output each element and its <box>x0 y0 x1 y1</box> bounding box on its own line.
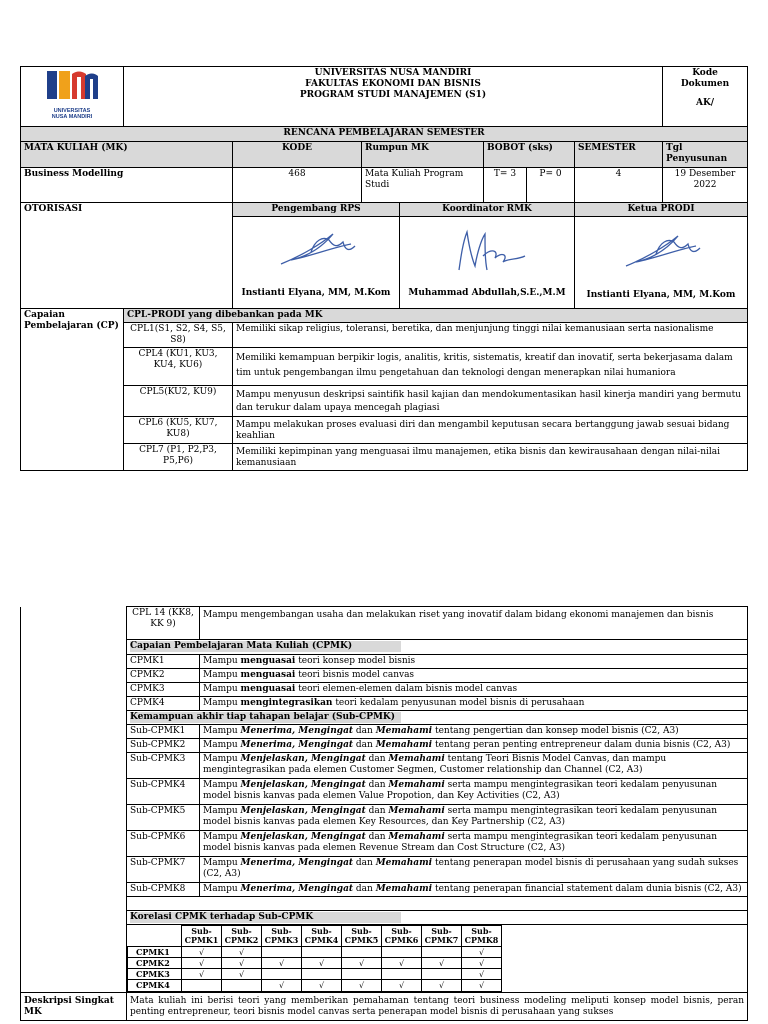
deskripsi-text: Mata kuliah ini berisi teori yang memberikan pemahaman tentang teori business modeling meliputi konsep model bisnis, peran penting entrepreneur, teori bisnis model canvas serta penerapan model bisnis di perusahaan yang sukses <box>127 993 748 1021</box>
cpl-row <box>21 386 748 417</box>
cpmk-code: CPMK3 <box>127 683 200 697</box>
korelasi-column-header: Sub-CPMK5 <box>342 926 382 947</box>
korelasi-cell: √ <box>382 980 422 992</box>
course-bobot-p: P= 0 <box>527 168 575 203</box>
korelasi-row <box>128 969 502 980</box>
university-heading <box>124 67 663 127</box>
ketua-signature-cell <box>575 217 748 309</box>
korelasi-column-header: Sub-CPMK2 <box>222 926 262 947</box>
korelasi-column-header: Sub-CPMK4 <box>302 926 342 947</box>
cpmk-text: Mampu menguasai teori elemen-elemen dalam bisnis model canvas <box>200 683 748 697</box>
cpl-text: Memiliki kepimpinan yang menguasai ilmu manajemen, etika bisnis dan kewirausahaan dengan nilai-nilai kemanusiaan <box>233 444 748 471</box>
korelasi-cell <box>422 947 462 958</box>
cpmk-text: Mampu menguasai teori konsep model bisnis <box>200 655 748 669</box>
sub-cpmk-row <box>21 725 748 739</box>
pengembang-header: Pengembang RPS <box>233 203 400 217</box>
cpmk-code: CPMK2 <box>127 669 200 683</box>
korelasi-cell <box>382 969 422 980</box>
cpmk-header <box>127 640 748 655</box>
sub-cpmk-text: Mampu Menerima, Mengingat dan Memahami tentang penerapan model bisnis di perusahaan yang sudah sukses (C2, A3) <box>200 857 748 883</box>
sub-cpmk-code: Sub-CPMK1 <box>127 725 200 739</box>
cpl-code: CPL6 (KU5, KU7, KU8) <box>124 417 233 444</box>
logo-cell <box>21 67 124 127</box>
ketua-header: Ketua PRODI <box>575 203 748 217</box>
sub-cpmk-header <box>127 711 748 725</box>
sub-cpmk-row <box>21 883 748 897</box>
sub-cpmk-code: Sub-CPMK4 <box>127 779 200 805</box>
sub-cpmk-row <box>21 739 748 753</box>
korelasi-cell: √ <box>422 980 462 992</box>
faculty-name: FAKULTAS EKONOMI DAN BISNIS <box>305 79 481 89</box>
korelasi-label: Korelasi CPMK terhadap Sub-CPMK <box>130 912 401 923</box>
cpl-row <box>21 417 748 444</box>
sub-cpmk-text: Mampu Menjelaskan, Mengingat dan Memahami serta mampu mengintegrasikan teori kedalam penyusunan model bisnis kanvas pada elemen Revenue Stream dan Cost Structure (C2, A3) <box>200 831 748 857</box>
korelasi-cell <box>262 969 302 980</box>
korelasi-cell: √ <box>342 958 382 969</box>
signature-icon <box>437 226 537 276</box>
cpmk-row <box>21 683 748 697</box>
sub-cpmk-text: Mampu Menerima, Mengingat dan Memahami tentang penerapan financial statement dalam dunia bisnis (C2, A3) <box>200 883 748 897</box>
korelasi-row-label: CPMK2 <box>128 958 182 969</box>
course-bobot-t: T= 3 <box>484 168 527 203</box>
logo-text-top: UNIVERSITAS <box>53 108 91 114</box>
cpl-code: CPL5(KU2, KU9) <box>124 386 233 417</box>
sub-cpmk-code: Sub-CPMK3 <box>127 753 200 779</box>
sub-cpmk-row <box>21 857 748 883</box>
kode-dokumen-cell <box>663 67 748 127</box>
semester-header: SEMESTER <box>575 142 663 168</box>
korelasi-cell: √ <box>182 958 222 969</box>
rps-page-1 <box>20 66 747 471</box>
rumpun-header: Rumpun MK <box>362 142 484 168</box>
university-logo <box>39 68 105 118</box>
course-semester: 4 <box>575 168 663 203</box>
korelasi-column-header: Sub-CPMK6 <box>382 926 422 947</box>
korelasi-cell <box>422 969 462 980</box>
sub-cpmk-label: Kemampuan akhir tiap tahapan belajar (Sub-CPMK) <box>130 712 401 723</box>
cpl-code: CPL4 (KU1, KU3, KU4, KU6) <box>124 348 233 386</box>
sub-cpmk-code: Sub-CPMK5 <box>127 805 200 831</box>
cpmk-row <box>21 697 748 711</box>
pengembang-name: Instianti Elyana, MM, M.Kom <box>241 288 391 298</box>
korelasi-column-header: Sub-CPMK1 <box>182 926 222 947</box>
cpmk-row <box>21 655 748 669</box>
korelasi-cell: √ <box>262 980 302 992</box>
kode-dokumen-label: Kode Dokumen <box>680 68 730 89</box>
cpmk-code: CPMK1 <box>127 655 200 669</box>
korelasi-matrix <box>127 925 502 992</box>
cpl-code: CPL1(S1, S2, S4, S5, S8) <box>124 323 233 348</box>
mk-header: MATA KULIAH (MK) <box>21 142 233 168</box>
korelasi-cell: √ <box>222 958 262 969</box>
otorisasi-label: OTORISASI <box>21 203 233 309</box>
korelasi-row-label: CPMK1 <box>128 947 182 958</box>
cpmk-label: Capaian Pembelajaran Mata Kuliah (CPMK) <box>130 641 401 652</box>
ketua-name: Instianti Elyana, MM, M.Kom <box>586 290 736 300</box>
korelasi-cell <box>342 969 382 980</box>
korelasi-column-header: Sub-CPMK3 <box>262 926 302 947</box>
korelasi-cell: √ <box>182 969 222 980</box>
cpmk-text: Mampu menguasai teori bisnis model canvas <box>200 669 748 683</box>
kode-dokumen-value: AK/ <box>695 98 715 108</box>
cpl-text: Memiliki kemampuan berpikir logis, analitis, kritis, sistematis, kreatif dan inovatif, serta bekerjasama dalam tim untuk pengembangan ilmu pengetahuan dan teknologi dengan menerapkan nilai humaniora <box>233 348 748 386</box>
cpl-row <box>21 444 748 471</box>
korelasi-cell: √ <box>342 980 382 992</box>
sub-cpmk-text: Mampu Menjelaskan, Mengingat dan Memahami serta mampu mengintegrasikan teori kedalam penyusunan model bisnis kanvas pada elemen Value Propotion, dan Key Activities (C2, A3) <box>200 779 748 805</box>
korelasi-cell: √ <box>262 958 302 969</box>
sub-cpmk-text: Mampu Menjelaskan, Mengingat dan Memahami tentang Teori Bisnis Model Canvas, dan mampu mengintegrasikan pada elemen Customer Segmen, Customer relationship dan Channel (C2, A3) <box>200 753 748 779</box>
course-rumpun: Mata Kuliah Program Studi <box>362 168 484 203</box>
course-tgl: 19 Desember 2022 <box>663 168 748 203</box>
korelasi-row <box>128 980 502 992</box>
sub-cpmk-code: Sub-CPMK7 <box>127 857 200 883</box>
korelasi-header <box>127 911 748 925</box>
bobot-header: BOBOT (sks) <box>484 142 575 168</box>
cpmk-row <box>21 669 748 683</box>
korelasi-cell: √ <box>222 947 262 958</box>
pengembang-signature-cell <box>233 217 400 309</box>
korelasi-cell: √ <box>222 969 262 980</box>
cpmk-table <box>20 606 748 1021</box>
document-title: RENCANA PEMBELAJARAN SEMESTER <box>21 127 748 142</box>
korelasi-row <box>128 947 502 958</box>
korelasi-cell: √ <box>422 958 462 969</box>
cpl-text: Memiliki sikap religius, toleransi, beretika, dan menjunjung tinggi nilai kemanusiaan serta nasionalisme <box>233 323 748 348</box>
korelasi-cell <box>382 947 422 958</box>
kode-header: KODE <box>233 142 362 168</box>
koordinator-header: Koordinator RMK <box>400 203 575 217</box>
korelasi-cell <box>262 947 302 958</box>
cpl-text: Mampu menyusun deskripsi saintifik hasil kajian dan mendokumentasikan hasil kinerja mandiri yang bermutu dan terukur dalam upaya mencegah plagiasi <box>233 386 748 417</box>
cpl-row <box>21 323 748 348</box>
sub-cpmk-code: Sub-CPMK2 <box>127 739 200 753</box>
program-name: PROGRAM STUDI MANAJEMEN (S1) <box>299 90 487 100</box>
koordinator-name: Muhammad Abdullah,S.E.,M.M <box>408 288 566 298</box>
korelasi-cell: √ <box>462 958 502 969</box>
signature-icon <box>271 226 361 276</box>
cpmk-code: CPMK4 <box>127 697 200 711</box>
korelasi-cell: √ <box>462 980 502 992</box>
logo-text-bottom: NUSA MANDIRI <box>51 114 93 120</box>
cpl-code: CPL7 (P1, P2,P3, P5,P6) <box>124 444 233 471</box>
korelasi-cell: √ <box>182 947 222 958</box>
korelasi-cell <box>222 980 262 992</box>
sub-cpmk-text: Mampu Menjelaskan, Mengingat dan Memahami serta mampu mengintegrasikan teori kedalam penyusunan model bisnis kanvas pada elemen Key Resources, dan Key Partnership (C2, A3) <box>200 805 748 831</box>
korelasi-column-header: Sub-CPMK8 <box>462 926 502 947</box>
sub-cpmk-code: Sub-CPMK8 <box>127 883 200 897</box>
deskripsi-label: Deskripsi Singkat MK <box>21 993 127 1021</box>
sub-cpmk-text: Mampu Menerima, Mengingat dan Memahami tentang pengertian dan konsep model bisnis (C2, A3) <box>200 725 748 739</box>
korelasi-cell: √ <box>462 947 502 958</box>
korelasi-row <box>128 958 502 969</box>
korelasi-cell: √ <box>302 958 342 969</box>
cpl-row <box>21 348 748 386</box>
sub-cpmk-code: Sub-CPMK6 <box>127 831 200 857</box>
sub-cpmk-text: Mampu Menerima, Mengingat dan Memahami tentang peran penting entrepreneur dalam dunia bisnis (C2, A3) <box>200 739 748 753</box>
korelasi-row-label: CPMK3 <box>128 969 182 980</box>
cpl-text: Mampu mengembangan usaha dan melakukan riset yang inovatif dalam bidang ekonomi manajemen dan bisnis <box>200 607 748 640</box>
korelasi-column-header: Sub-CPMK7 <box>422 926 462 947</box>
sub-cpmk-row <box>21 805 748 831</box>
university-name: UNIVERSITAS NUSA MANDIRI <box>314 68 472 78</box>
signature-icon <box>616 226 706 276</box>
sub-cpmk-row <box>21 779 748 805</box>
cp-label: Capaian Pembelajaran (CP) <box>21 309 124 471</box>
korelasi-cell: √ <box>302 980 342 992</box>
korelasi-cell <box>302 947 342 958</box>
korelasi-cell: √ <box>382 958 422 969</box>
header-table <box>20 66 748 471</box>
korelasi-cell <box>342 947 382 958</box>
cpmk-text: Mampu mengintegrasikan teori kedalam penyusunan model bisnis di perusahaan <box>200 697 748 711</box>
cpl-prodi-header: CPL-PRODI yang dibebankan pada MK <box>124 309 748 323</box>
korelasi-matrix-cell <box>127 925 748 993</box>
korelasi-cell <box>182 980 222 992</box>
korelasi-cell <box>302 969 342 980</box>
koordinator-signature-cell <box>400 217 575 309</box>
course-kode: 468 <box>233 168 362 203</box>
tgl-header: Tgl Penyusunan <box>663 142 748 168</box>
course-name: Business Modelling <box>21 168 233 203</box>
sub-cpmk-row <box>21 831 748 857</box>
korelasi-row-label: CPMK4 <box>128 980 182 992</box>
korelasi-cell: √ <box>462 969 502 980</box>
cpl-text: Mampu melakukan proses evaluasi diri dan mengambil keputusan secara bertanggung jawab sesuai bidang keahlian <box>233 417 748 444</box>
sub-cpmk-row <box>21 753 748 779</box>
logo-mark-icon <box>41 68 103 104</box>
cpl-code: CPL 14 (KK8, KK 9) <box>127 607 200 640</box>
rps-page-2 <box>20 606 747 1021</box>
